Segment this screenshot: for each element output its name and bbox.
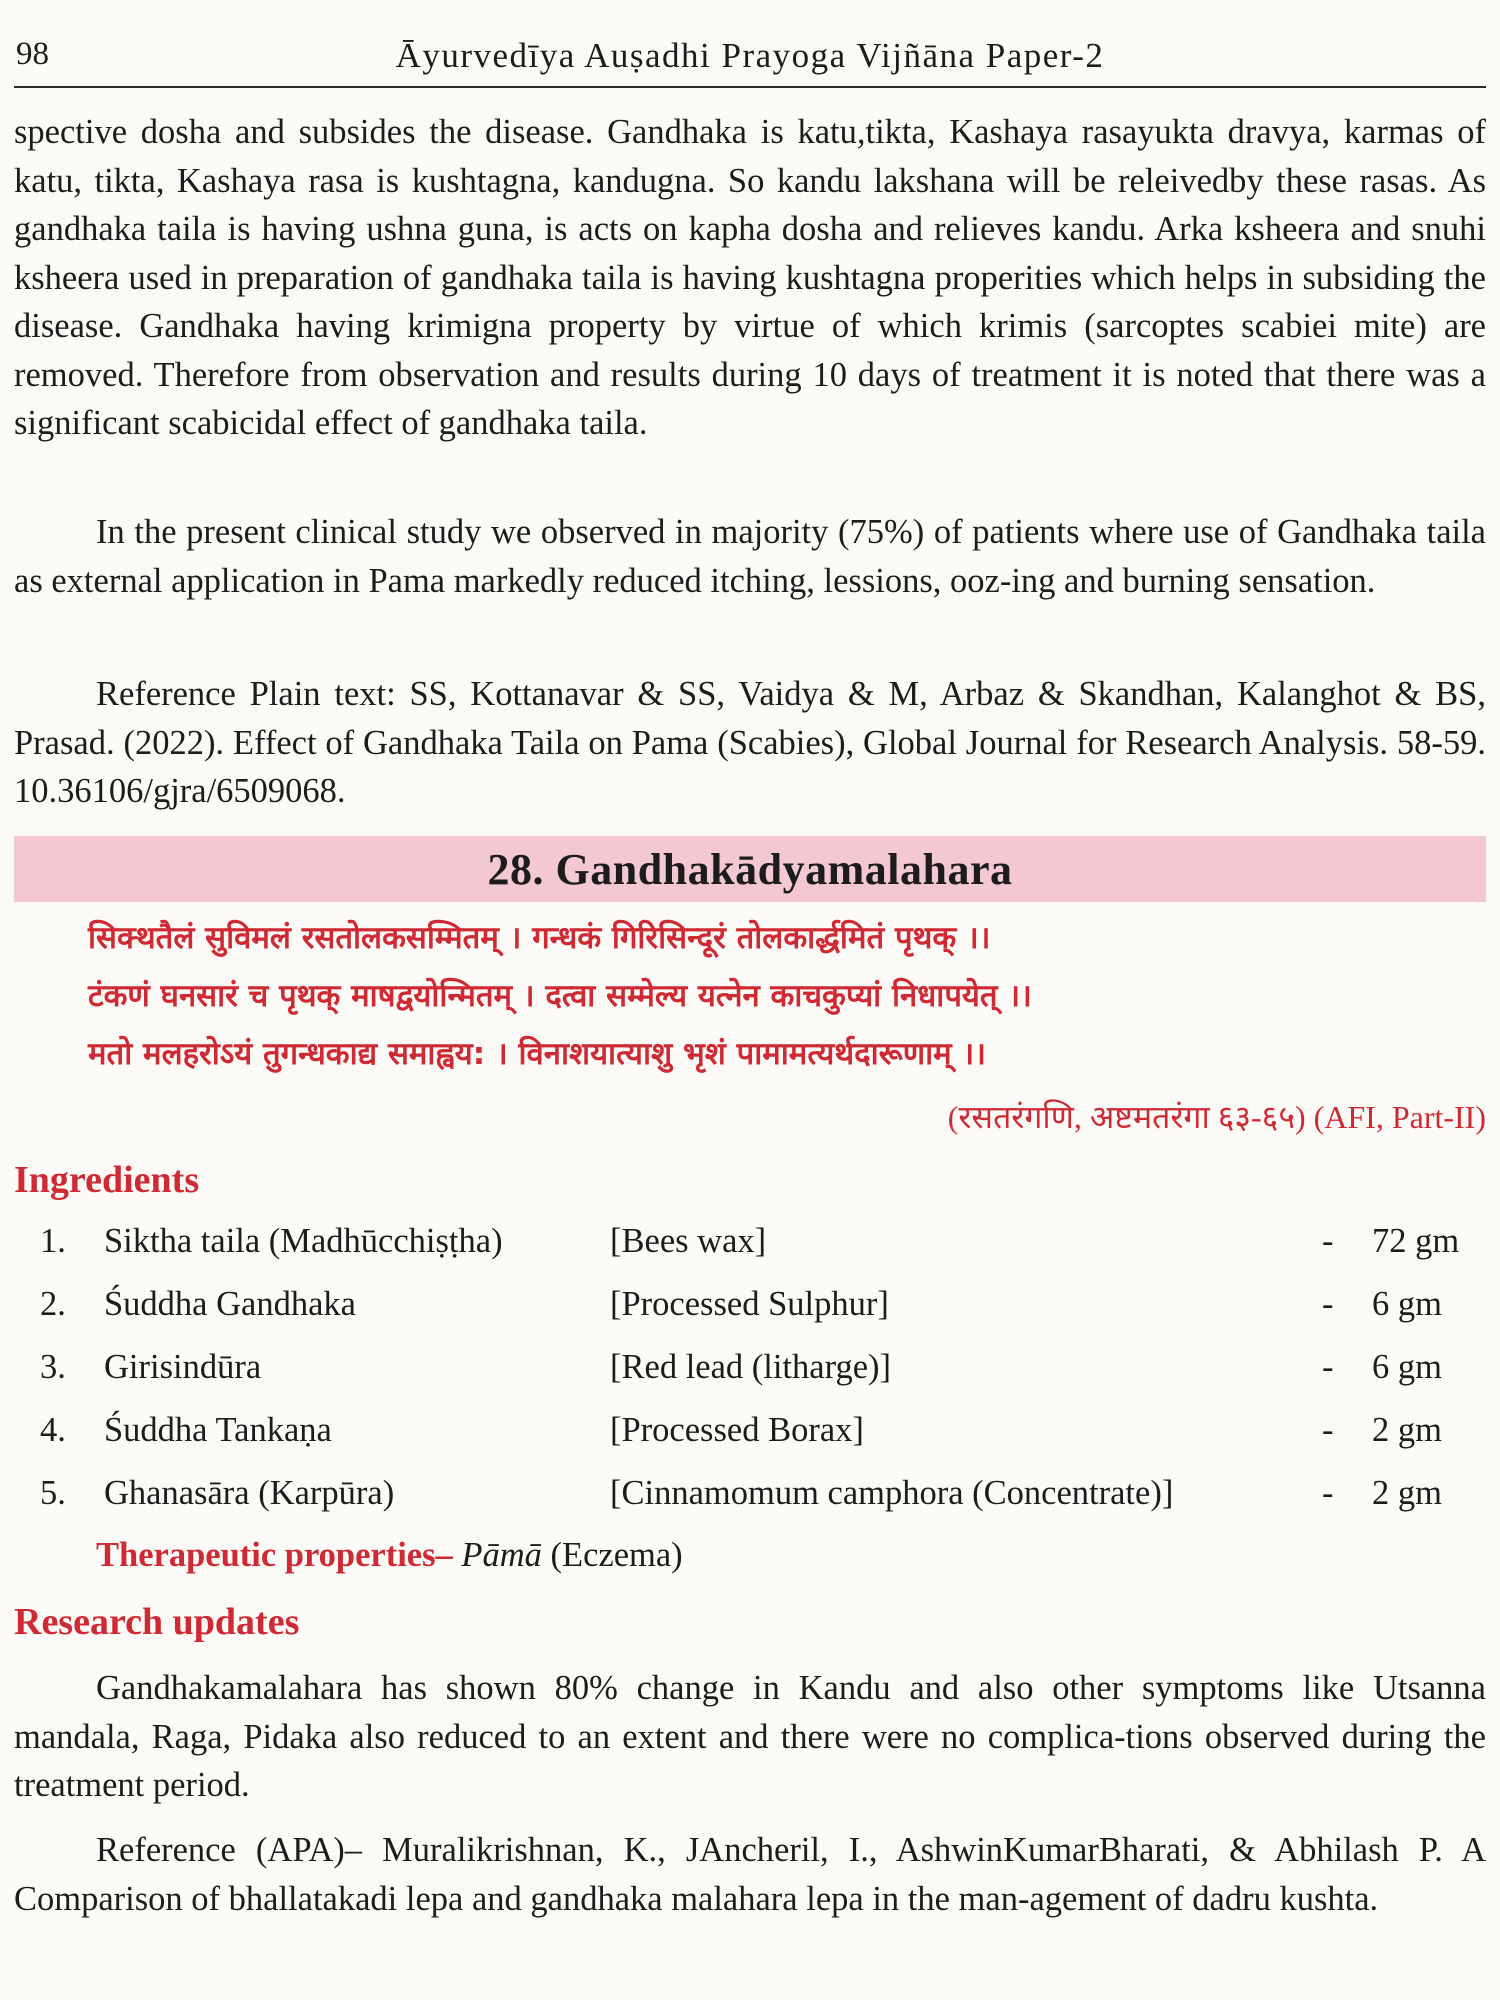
ingredient-english: [Cinnamomum camphora (Concentrate)] xyxy=(610,1474,1174,1512)
ingredient-dash: - xyxy=(1322,1474,1334,1512)
ingredient-dash: - xyxy=(1322,1285,1334,1323)
ingredient-number: 1. xyxy=(40,1222,66,1260)
ingredient-number: 4. xyxy=(40,1411,66,1449)
body-paragraph-1: spective dosha and subsides the disease. Gandhaka is katu,tikta, Kashaya rasayukta dravya, karmas of katu, tikta, Kashaya rasa is kushtagna, kandugna. So kandu lakshana will be releivedby these rasas. As gandhaka taila is having ushna guna, is acts on kapha dosha and relieves kandu. Arka ksheera and snuhi ksheera used in preparation of gandhaka taila is having kushtagna properities which helps in subsiding the disease. Gandhaka having krimigna property by virtue of which krimis (sarcoptes scabiei mite) are removed. Therefore from observation and results during 10 days of treatment it is noted that there was a significant scabicidal effect of gandhaka taila. xyxy=(14,113,1486,442)
page-number: 98 xyxy=(16,36,49,72)
ingredient-name: Śuddha Tankaṇa xyxy=(104,1411,332,1449)
ingredient-number: 3. xyxy=(40,1348,66,1386)
shloka-line-1: सिक्थतैलं सुविमलं रसतोलकसम्मितम् । गन्धकं गिरिसिन्दूरं तोलकार्द्धमितं पृथक् ।। xyxy=(88,920,991,956)
research-paragraph: Gandhakamalahara has shown 80% change in Kandu and also other symptoms like Utsanna mandala, Raga, Pidaka also reduced to an extent and there were no complica-tions observed during the treatment period. xyxy=(14,1669,1486,1804)
therapeutic-value: Pāmā xyxy=(461,1536,542,1574)
ingredient-quantity: 2 gm xyxy=(1372,1474,1442,1512)
ingredient-name: Girisindūra xyxy=(104,1348,262,1386)
ingredient-name: Siktha taila (Madhūcchiṣṭha) xyxy=(104,1222,503,1260)
ingredient-dash: - xyxy=(1322,1411,1334,1449)
ingredient-quantity: 2 gm xyxy=(1372,1411,1442,1449)
page-header xyxy=(14,28,1486,88)
therapeutic-label: Therapeutic properties– xyxy=(96,1536,453,1574)
ingredient-row xyxy=(0,1222,1500,1272)
therapeutic-properties xyxy=(96,1536,683,1575)
ingredient-row xyxy=(0,1285,1500,1335)
ingredient-row xyxy=(0,1348,1500,1398)
ingredient-name: Śuddha Gandhaka xyxy=(104,1285,356,1323)
running-title: Āyurvedīya Auṣadhi Prayoga Vijñāna Paper-2 xyxy=(395,36,1105,75)
ingredient-number: 2. xyxy=(40,1285,66,1323)
reference-paragraph-2: Reference (APA)– Muralikrishnan, K., JAncheril, I., AshwinKumarBharati, & Abhilash P. A Comparison of bhallatakadi lepa and gandhaka malahara lepa in the man-agement of dadru kushta. xyxy=(14,1831,1486,1918)
therapeutic-note: (Eczema) xyxy=(550,1536,683,1574)
ingredients-heading: Ingredients xyxy=(14,1159,200,1201)
ingredient-number: 5. xyxy=(40,1474,66,1512)
ingredient-row xyxy=(0,1411,1500,1461)
ingredient-name: Ghanasāra (Karpūra) xyxy=(104,1474,395,1512)
reference-paragraph-1: Reference Plain text: SS, Kottanavar & SS, Vaidya & M, Arbaz & Skandhan, Kalanghot & BS, Prasad. (2022). Effect of Gandhaka Taila on Pama (Scabies), Global Journal for Research Analysis. 58-59. 10.36106/gjra/6509068. xyxy=(14,675,1486,810)
ingredient-quantity: 6 gm xyxy=(1372,1285,1442,1323)
ingredient-quantity: 6 gm xyxy=(1372,1348,1442,1386)
ingredient-english: [Processed Sulphur] xyxy=(610,1285,889,1323)
section-title-band xyxy=(14,836,1486,902)
ingredient-english: [Bees wax] xyxy=(610,1222,767,1260)
ingredient-dash: - xyxy=(1322,1348,1334,1386)
ingredient-row xyxy=(0,1474,1500,1524)
shloka-line-3: मतो मलहरोऽयं तुगन्धकाद्य समाह्वय: । विनाशयात्याशु भृशं पामामत्यर्थदारूणाम् ।। xyxy=(88,1036,986,1072)
ingredient-quantity: 72 gm xyxy=(1372,1222,1460,1260)
shloka-reference: (रसतरंगणि, अष्टमतरंगा ६३-६५) (AFI, Part-II) xyxy=(947,1099,1486,1135)
ingredient-english: [Processed Borax] xyxy=(610,1411,864,1449)
body-paragraph-2: In the present clinical study we observed in majority (75%) of patients where use of Gandhaka taila as external application in Pama markedly reduced itching, lessions, ooz-ing and burning sensation. xyxy=(14,513,1486,600)
research-updates-heading: Research updates xyxy=(14,1601,300,1643)
ingredient-english: [Red lead (litharge)] xyxy=(610,1348,891,1386)
shloka-line-2: टंकणं घनसारं च पृथक् माषद्वयोन्मितम् । दत्वा सम्मेल्य यत्नेन काचकुप्यां निधापयेत् ।। xyxy=(88,978,1032,1014)
section-title: 28. Gandhakādyamalahara xyxy=(487,845,1013,894)
ingredient-dash: - xyxy=(1322,1222,1334,1260)
